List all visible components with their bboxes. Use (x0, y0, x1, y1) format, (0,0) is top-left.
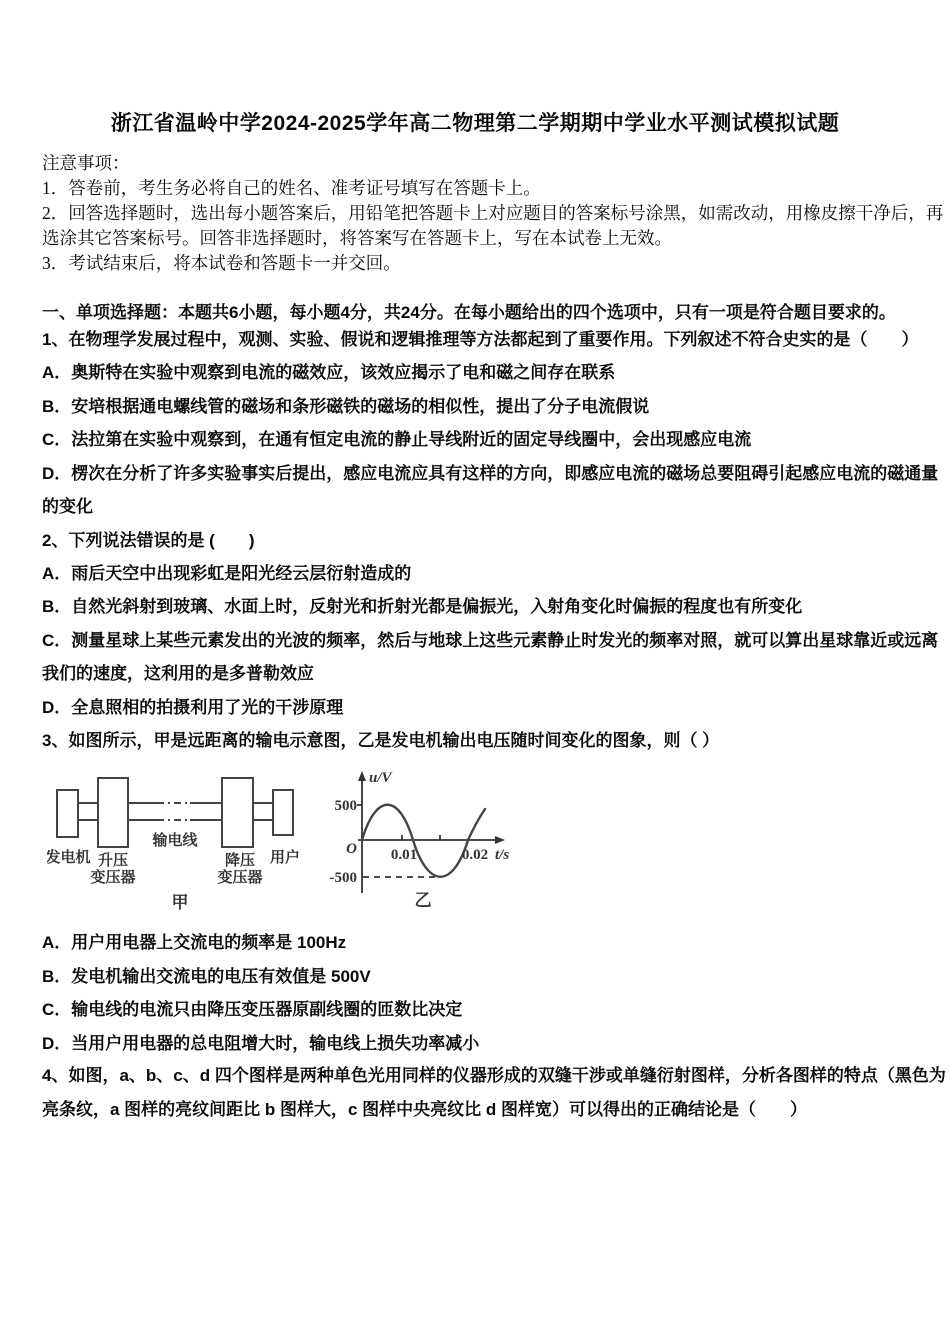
figure-svg (47, 763, 517, 918)
xtick-label-002: 0.02 (461, 847, 489, 863)
notice-heading: 注意事项： (42, 153, 130, 173)
stepdown-transformer-box (222, 778, 253, 847)
notice-item: 1．答卷前，考生务必将自己的姓名、准考证号填写在答题卡上。 (42, 178, 541, 198)
x-axis-label: t/s (495, 847, 510, 863)
ytick-label-500: 500 (334, 798, 357, 814)
question-2-stem: 2、下列说法错误的是 ( ) (42, 530, 255, 550)
origin-label: O (346, 841, 357, 857)
ytick-label-minus500: -500 (329, 870, 357, 886)
y-axis-label: u/V (369, 770, 392, 786)
stepup-label-line1: 升压 (97, 853, 129, 869)
exam-title: 浙江省温岭中学2024-2025学年高二物理第二学期期中学业水平测试模拟试题 (110, 112, 840, 135)
generator-box (57, 790, 78, 837)
question-3-options (42, 926, 946, 1060)
option-b: B．安培根据通电螺线管的磁场和条形磁铁的磁场的相似性，提出了分子电流假说 (42, 396, 650, 416)
generator-label: 发电机 (47, 850, 91, 866)
transmission-line-label: 输电线 (152, 833, 198, 849)
question-3-figure (47, 763, 517, 918)
stepdown-label-line1: 降压 (224, 853, 256, 869)
notice-item: 2．回答选择题时，选出每小题答案后，用铅笔把答题卡上对应题目的答案标号涂黑，如需改动，用橡皮擦干净后，再选涂其它答案标号。回答非选择题时，将答案写在答题卡上，写在本试卷上无效。 (42, 203, 944, 248)
option-c: C．测量星球上某些元素发出的光波的频率，然后与地球上这些元素静止时发光的频率对照，就可以算出星球靠近或远离我们的速度，这利用的是多普勒效应 (42, 630, 939, 683)
option-c: C．输电线的电流只由降压变压器原副线圈的匝数比决定 (42, 1000, 463, 1019)
option-b: B．发电机输出交流电的电压有效值是 500V (42, 966, 371, 986)
question-2-options (42, 557, 946, 725)
stepup-label-line2: 变压器 (90, 870, 136, 886)
user-box (273, 790, 293, 835)
question-4-stem: 4、如图，a、b、c、d 四个图样是两种单色光用同样的仪器形成的双缝干涉或单缝衍射图样，分析各图样的特点（黑色为亮条纹，a 图样的亮纹间距比 b 图样大，c 图样中央亮纹比 d 图样宽）可以得出的正确结论是（ ） (42, 1066, 946, 1119)
question-1-stem: 1、在物理学发展过程中，观测、实验、假说和逻辑推理等方法都起到了重要作用。下列叙述不符合史实的是（ ） (42, 330, 919, 349)
option-a: A．用户用电器上交流电的频率是 100Hz (42, 933, 347, 952)
stepup-transformer-box (98, 778, 128, 847)
option-b: B．自然光斜射到玻璃、水面上时，反射光和折射光都是偏振光，入射角变化时偏振的程度也有所变化 (42, 597, 803, 616)
option-d: D．全息照相的拍摄利用了光的干涉原理 (42, 697, 344, 717)
graph-caption-yi: 乙 (414, 891, 432, 910)
voltage-time-graph (330, 770, 510, 910)
diagram-caption-jia: 甲 (171, 893, 189, 912)
x-axis-arrow (495, 836, 505, 844)
y-axis-arrow (358, 771, 366, 781)
section-heading: 一、单项选择题：本题共6小题，每小题4分，共24分。在每小题给出的四个选项中，只有一项是符合题目要求的。 (42, 303, 896, 322)
option-d: D．楞次在分析了许多实验事实后提出，感应电流应具有这样的方向，即感应电流的磁场总要阻碍引起感应电流的磁通量的变化 (42, 463, 939, 516)
question-1-options (42, 356, 946, 524)
option-a: A．奥斯特在实验中观察到电流的磁效应，该效应揭示了电和磁之间存在联系 (42, 363, 616, 382)
stepdown-label-line2: 变压器 (217, 870, 263, 886)
questions-section (42, 299, 946, 754)
notice-item: 3．考试结束后，将本试卷和答题卡一并交回。 (42, 253, 401, 273)
question-3-stem: 3、如图所示，甲是远距离的输电示意图，乙是发电机输出电压随时间变化的图象，则（ ） (42, 731, 720, 750)
user-label: 用户 (269, 850, 301, 866)
option-c: C．法拉第在实验中观察到，在通有恒定电流的静止导线附近的固定导线圈中，会出现感应电流 (42, 430, 752, 449)
notice-section (42, 151, 945, 276)
xtick-label-001: 0.01 (390, 847, 418, 863)
option-d: D．当用户用电器的总电阻增大时，输电线上损失功率减小 (42, 1033, 480, 1053)
option-a: A．雨后天空中出现彩虹是阳光经云层衍射造成的 (42, 563, 412, 583)
